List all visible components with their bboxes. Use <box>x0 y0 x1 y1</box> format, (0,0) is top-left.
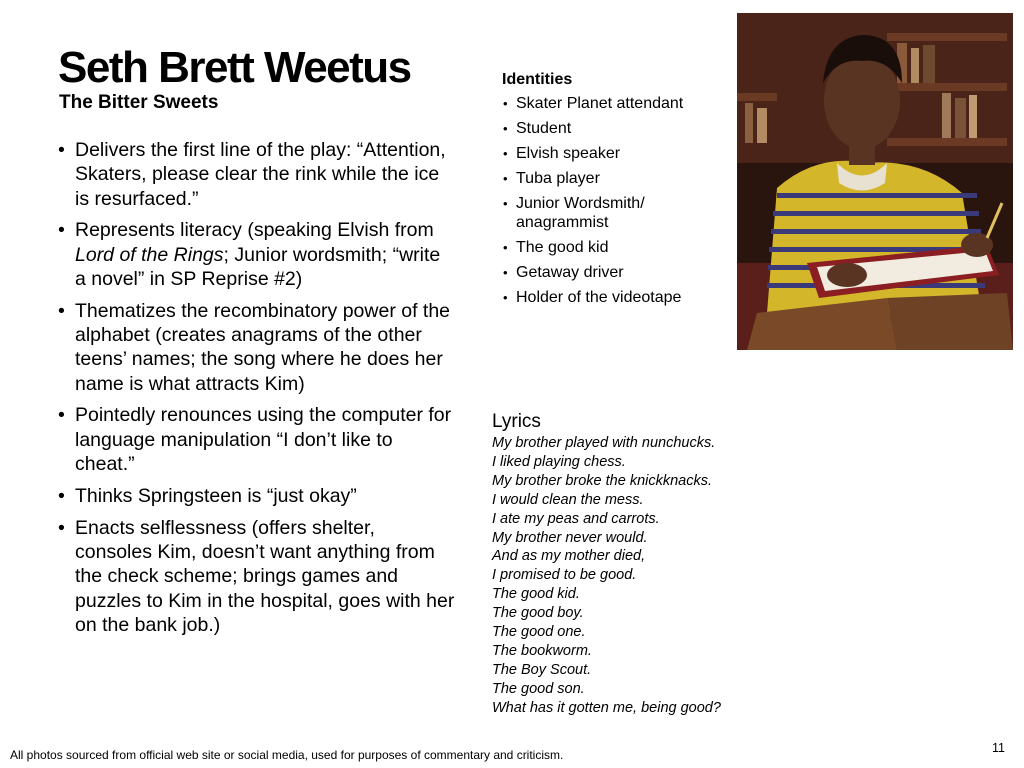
lyric-line: My brother never would. <box>492 529 648 546</box>
main-bullet-list <box>58 138 456 645</box>
lyrics-block <box>492 434 812 718</box>
lyric-line: I promised to be good. <box>492 567 637 584</box>
slide-subtitle: The Bitter Sweets <box>59 92 219 113</box>
bullet-text-run: Thinks Springsteen is “just okay” <box>75 484 357 507</box>
lyric-line: I liked playing chess. <box>492 453 626 470</box>
page-number: 11 <box>992 741 1005 755</box>
lyric-line: The Boy Scout. <box>492 661 592 678</box>
bullet-text-run: Delivers the first line of the play: “Attention, Skaters, please clear the rink while the ice is resurfaced.” <box>75 139 446 210</box>
lyric-line: The good kid. <box>492 586 580 603</box>
bullet-text-run: Enacts selflessness (offers shelter, consoles Kim, doesn’t want anything from the check scheme; brings games and puzzles to Kim in the hospital, goes with her on the bank job.) <box>75 516 455 636</box>
lyric-line: The good son. <box>492 680 585 697</box>
main-bullet-item <box>58 484 456 508</box>
identity-item: • Tuba player <box>502 169 722 188</box>
lyric-line: The good one. <box>492 624 586 641</box>
lyric-line: My brother broke the knickknacks. <box>492 472 713 489</box>
main-bullet-item <box>58 138 456 211</box>
identity-item: • The good kid <box>502 238 722 257</box>
lyric-line: And as my mother died, <box>492 548 646 565</box>
photo-credit-note: All photos sourced from official web site or social media, used for purposes of commentary and criticism. <box>10 748 564 762</box>
lyric-line: I would clean the mess. <box>492 491 644 508</box>
character-photo <box>737 13 1013 350</box>
bullet-italic-run: Lord of the Rings <box>75 243 224 266</box>
identity-item: • Student <box>502 119 722 138</box>
identity-item: • Getaway driver <box>502 263 722 282</box>
main-bullet-item <box>58 516 456 637</box>
lyric-line: What has it gotten me, being good? <box>492 699 721 716</box>
identity-item: • Holder of the videotape <box>502 288 722 307</box>
lyric-line: My brother played with nunchucks. <box>492 435 716 451</box>
lyrics-heading: Lyrics <box>492 411 541 432</box>
identity-item: • Elvish speaker <box>502 144 722 163</box>
identity-item: • Junior Wordsmith/ anagrammist <box>502 194 722 232</box>
main-bullet-item <box>58 403 456 476</box>
lyric-line: The good boy. <box>492 605 584 622</box>
lyric-line: I ate my peas and carrots. <box>492 510 660 527</box>
identities-heading: Identities <box>502 71 573 88</box>
main-bullet-item <box>58 218 456 291</box>
bullet-text-run: Pointedly renounces using the computer for language manipulation “I don’t like to cheat.” <box>75 404 452 476</box>
bullet-text-run: Thematizes the recombinatory power of the alphabet (creates anagrams of the other teens’ names; the song where he does her name is what attracts Kim) <box>75 299 451 395</box>
lyric-line: The bookworm. <box>492 642 592 659</box>
slide-title: Seth Brett Weetus <box>58 43 411 92</box>
bullet-text-run: ; Junior wordsmith; “write a novel” in SP Reprise #2) <box>75 243 441 290</box>
identity-item: • Skater Planet attendant <box>502 94 722 113</box>
main-bullet-item <box>58 299 456 396</box>
identities-list <box>502 94 722 313</box>
bullet-text-run: Represents literacy (speaking Elvish from <box>75 219 434 242</box>
